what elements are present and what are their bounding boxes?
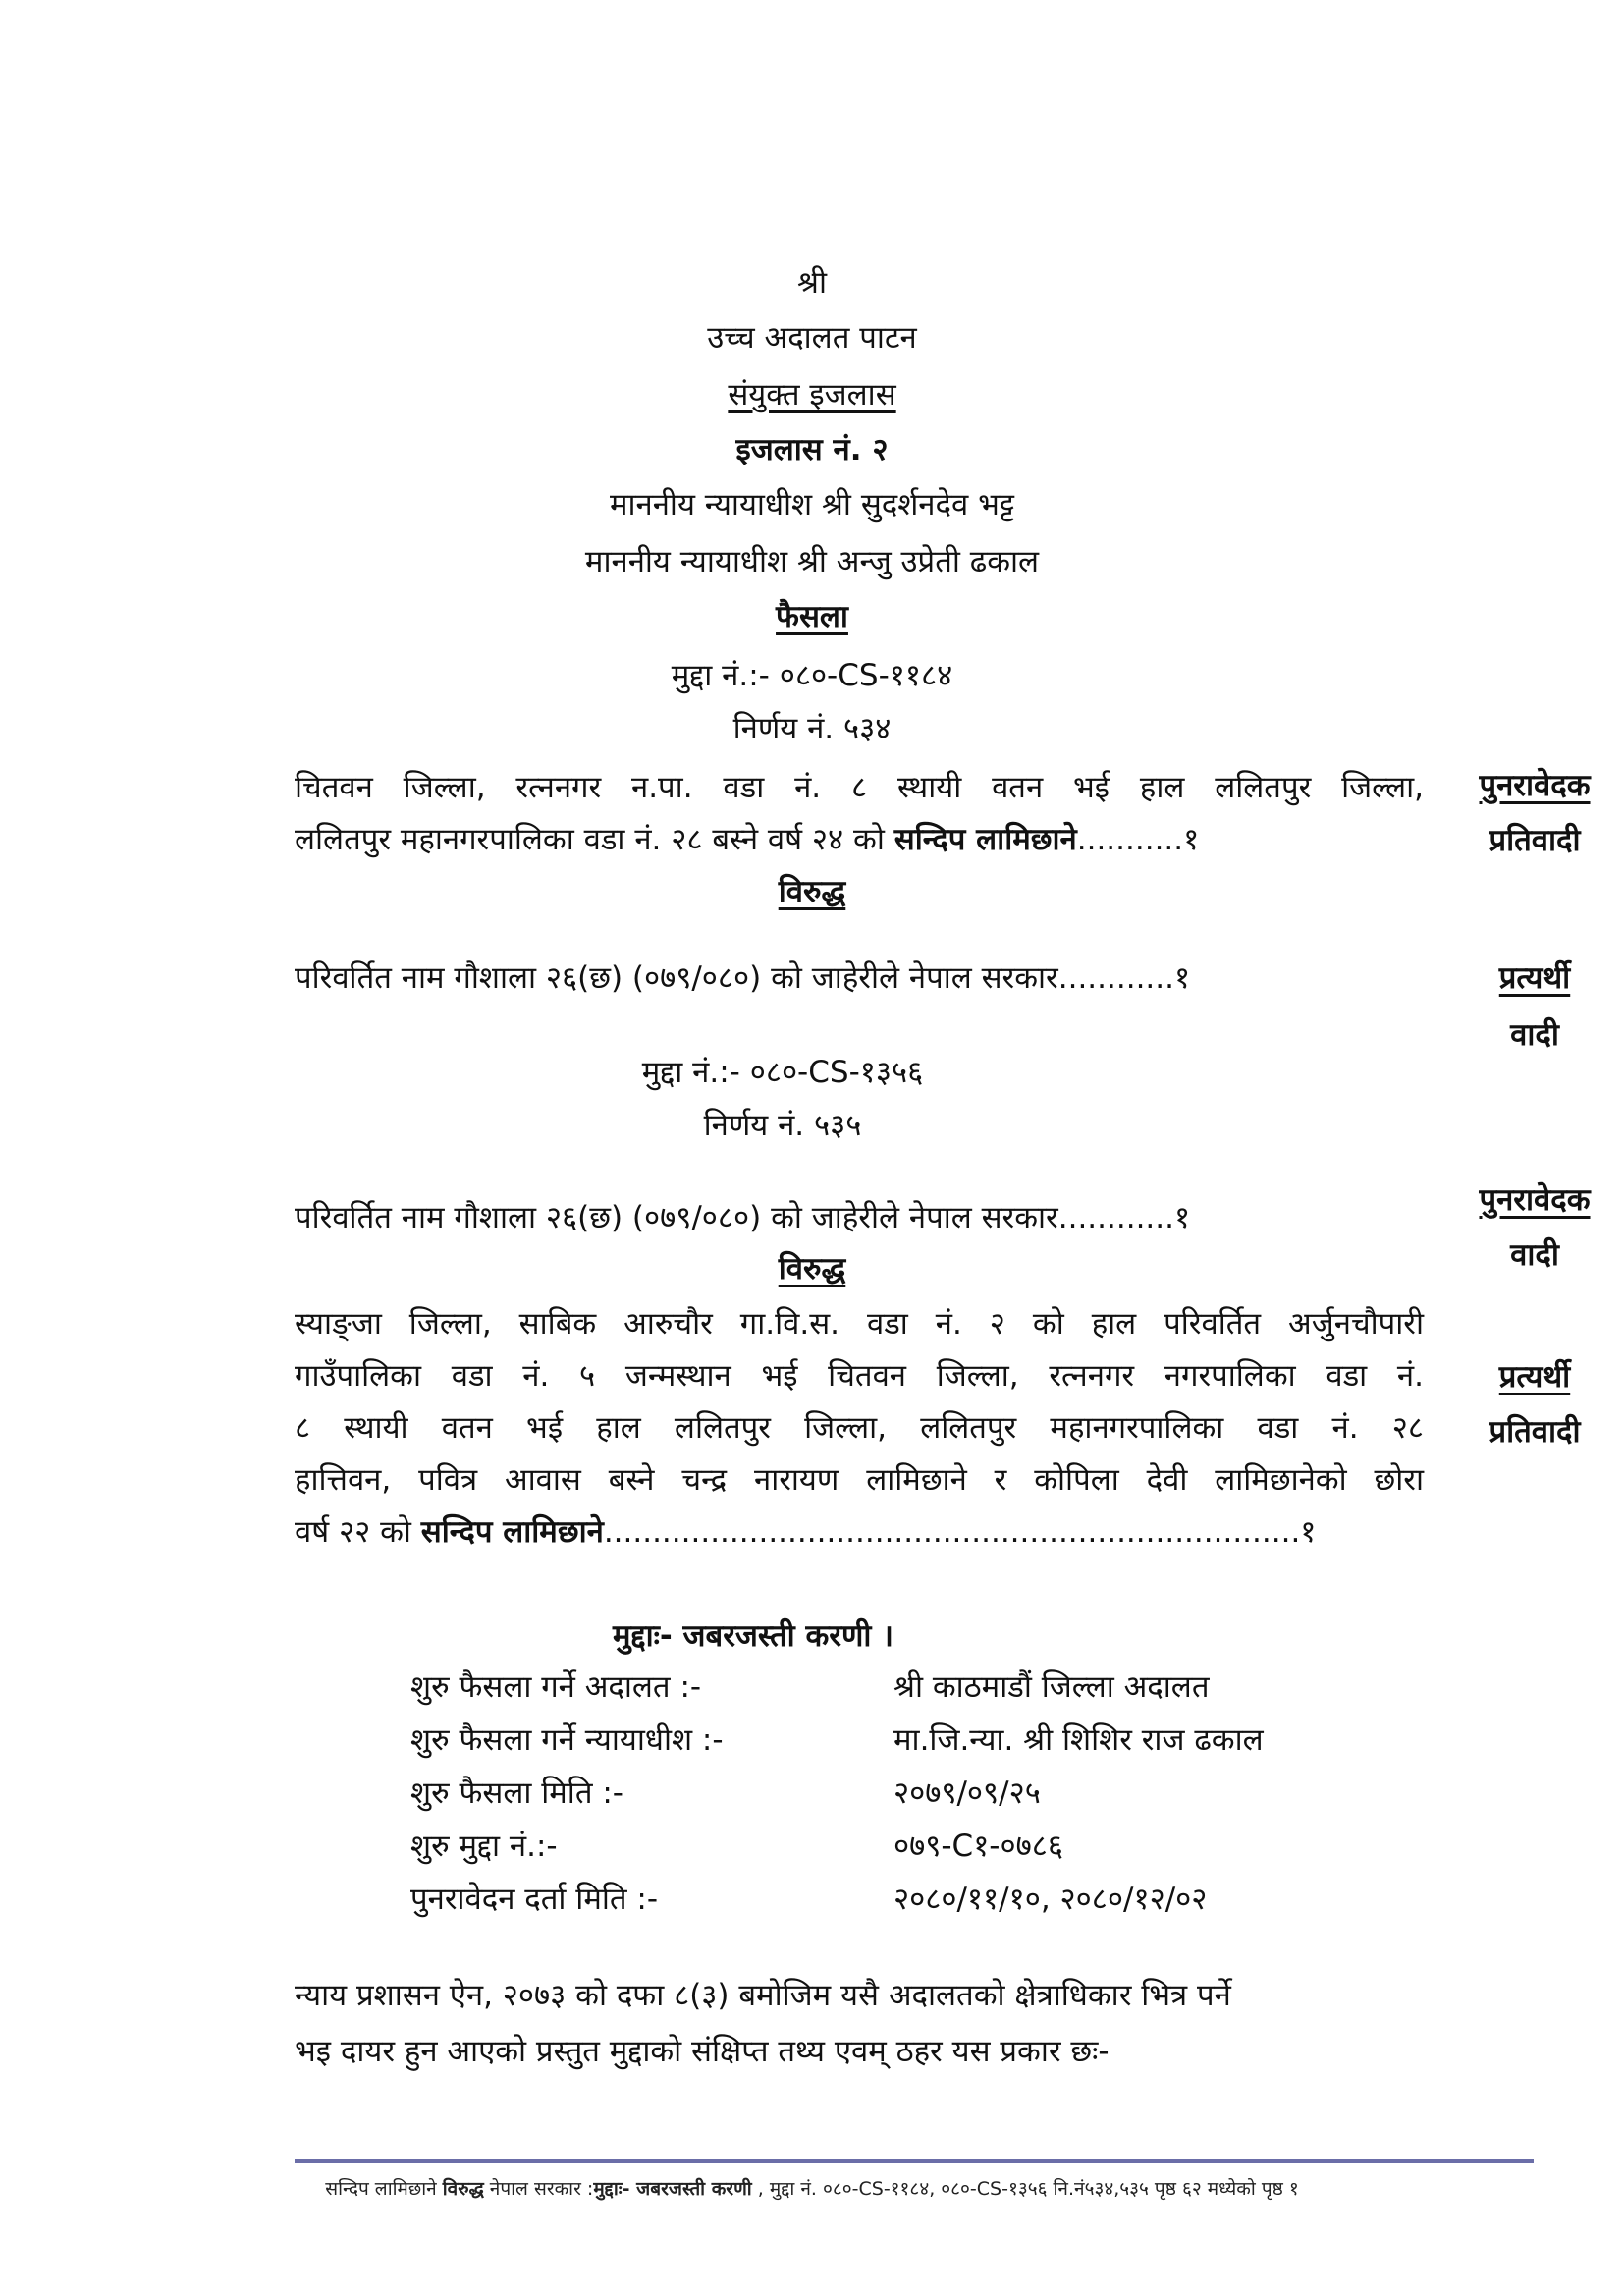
case1-number: मुद्दा नं.:- ०८०-CS-११८४ [671, 658, 953, 693]
footer-versus: विरुद्ध [442, 2178, 484, 2200]
case1-respondent-line: परिवर्तित नाम गौशाला २६(छ) (०७९/०८०) को जाहेरीले नेपाल सरकार............१ [295, 960, 1191, 996]
case2-respondent-name: सन्दिप लामिछाने [420, 1514, 604, 1550]
case1-appellant-line2-pre: ललितपुर महानगरपालिका वडा नं. २८ बस्ने वर्ष २४ को [295, 822, 894, 857]
detail-label-trial-court: शुरु फैसला गर्ने अदालत :- [410, 1669, 702, 1705]
case1-appellant-text [295, 762, 1424, 866]
detail-value-trial-judge: मा.जि.न्या. श्री शिशिर राज ढकाल [893, 1722, 1264, 1758]
case1-appellant-role: पुनरावेदक [1479, 768, 1591, 803]
detail-label-trial-date: शुरु फैसला मिति :- [410, 1776, 623, 1811]
detail-label-trial-judge: शुरु फैसला गर्ने न्यायाधीश :- [410, 1722, 724, 1758]
case-subject: मुद्दाः- जबरजस्ती करणी । [613, 1618, 893, 1654]
bench-number: इजलास नं. २ [735, 432, 889, 467]
footer-post: , मुद्दा नं. ०८०-CS-११८४, ०८०-CS-१३५६ नि.नं५३४,५३५ पृष्ठ ६२ मध्येको पृष्ठ १ [751, 2178, 1299, 2200]
case2-versus: विरुद्ध [778, 1251, 846, 1286]
case1-respondent-role: प्रत्यर्थी [1498, 960, 1571, 996]
case2-appellant-line: परिवर्तित नाम गौशाला २६(छ) (०७९/०८०) को जाहेरीले नेपाल सरकार............१ [295, 1200, 1191, 1235]
case1-appellant-line2 [295, 814, 1424, 866]
case1-decision-number: निर्णय नं. ५३४ [732, 711, 892, 746]
case1-respondent-role-sub: वादी [1510, 1017, 1559, 1053]
court-name: उच्च अदालत पाटन [707, 320, 917, 355]
detail-value-trial-date: २०७९/०९/२५ [893, 1776, 1041, 1811]
case2-appellant-role: पुनरावेदक [1479, 1182, 1591, 1218]
detail-value-trial-case-no: ०७९-C१-०७८६ [893, 1829, 1063, 1864]
case2-respondent-line2: गाउँपालिका वडा नं. ५ जन्मस्थान भई चितवन जिल्ला, रत्ननगर नगरपालिका वडा नं. [295, 1358, 1424, 1394]
decision-title: फैसला [776, 599, 848, 634]
case1-appellant-line1: चितवन जिल्ला, रत्ननगर न.पा. वडा नं. ८ स्थायी वतन भई हाल ललितपुर जिल्ला, [295, 770, 1424, 805]
detail-value-appeal-date: २०८०/११/१०, २०८०/१२/०२ [893, 1882, 1208, 1917]
case1-appellant-role-sub: प्रतिवादी [1489, 823, 1581, 858]
bench-type: संयुक्त इजलास [728, 377, 896, 412]
case2-respondent-role-sub: प्रतिवादी [1489, 1414, 1581, 1449]
footer-pre: सन्दिप लामिछाने [325, 2178, 443, 2200]
case2-appellant-role-sub: वादी [1510, 1237, 1559, 1273]
case2-appellant-text [295, 1192, 1424, 1244]
case2-respondent-line4: हात्तिवन, पवित्र आवास बस्ने चन्द्र नारायण लामिछाने र कोपिला देवी लामिछानेको छोरा [295, 1462, 1424, 1498]
case1-respondent-text [295, 953, 1424, 1005]
case2-respondent-text [295, 1298, 1424, 1558]
footer-subject: मुद्दाः- जबरजस्ती करणी [593, 2178, 752, 2200]
case2-respondent-line5 [295, 1506, 1424, 1558]
footer-mid: नेपाल सरकार : [483, 2178, 594, 2200]
judge-2: माननीय न्यायाधीश श्री अन्जु उप्रेती ढकाल [584, 544, 1040, 579]
case2-respondent-line3: ८ स्थायी वतन भई हाल ललितपुर जिल्ला, ललितपुर महानगरपालिका वडा नं. २८ [295, 1410, 1424, 1446]
intro-paragraph [295, 1968, 1553, 2080]
case1-versus: विरुद्ध [778, 874, 846, 909]
intro-line1: न्याय प्रशासन ऐन, २०७३ को दफा ८(३) बमोजिम यसै अदालतको क्षेत्राधिकार भित्र पर्ने [295, 1978, 1231, 2013]
footer-divider [295, 2159, 1534, 2163]
case2-respondent-line5-post: ........................................................................१ [603, 1514, 1317, 1550]
intro-line2: भइ दायर हुन आएको प्रस्तुत मुद्दाको संक्षिप्त तथ्य एवम् ठहर यस प्रकार छः- [295, 2034, 1110, 2069]
detail-value-trial-court: श्री काठमाडौं जिल्ला अदालत [893, 1669, 1210, 1705]
case2-respondent-line1: स्याङ्जा जिल्ला, साबिक आरुचौर गा.वि.स. वडा नं. २ को हाल परिवर्तित अर्जुनचौपारी [295, 1306, 1424, 1341]
case1-appellant-line2-post: ...........१ [1076, 822, 1200, 857]
case2-respondent-role: प्रत्यर्थी [1498, 1359, 1571, 1394]
detail-label-appeal-date: पुनरावेदन दर्ता मिति :- [410, 1882, 659, 1917]
case2-respondent-line5-pre: वर्ष २२ को [295, 1514, 421, 1550]
case2-number: मुद्दा नं.:- ०८०-CS-१३५६ [641, 1055, 924, 1090]
detail-label-trial-case-no: शुरु मुद्दा नं.:- [410, 1829, 558, 1864]
case2-decision-number: निर्णय नं. ५३५ [703, 1108, 862, 1143]
shree-heading: श्री [797, 265, 827, 301]
judge-1: माननीय न्यायाधीश श्री सुदर्शनदेव भट्ट [609, 487, 1015, 522]
case1-appellant-name: सन्दिप लामिछाने [893, 822, 1077, 857]
page-footer [0, 2174, 1624, 2204]
